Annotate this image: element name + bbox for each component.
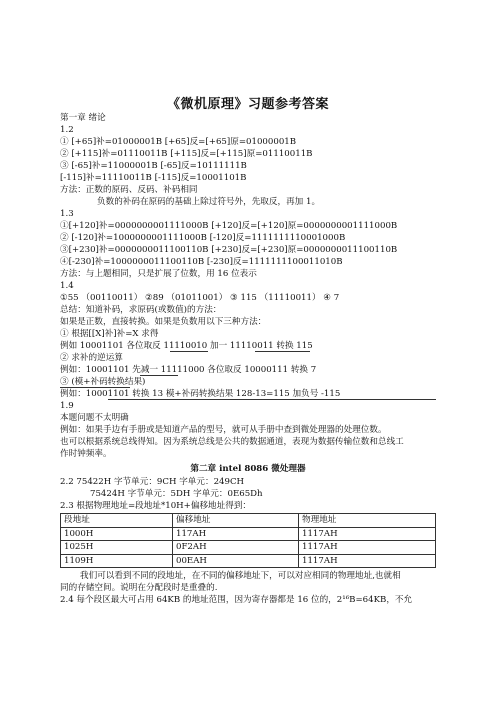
answer-1-9-line-2: 例如：如果手边有手册或是知道产品的型号，就可从手册中查到微处理器的处理位数。	[60, 425, 387, 435]
section-1-9: 1.9	[60, 401, 74, 411]
answer-1-2-line-1-text: ① [+65]补=01000001B [+65]反=[+65]原=01000001B	[60, 137, 297, 147]
answer-2-4-line-1: 2.4 每个段区最大可占用 64KB 的地址范围，因为寄存器都是 16 位的，2¹⁶B=64KB，不允	[60, 595, 413, 605]
answer-1-9-line-4: 作时钟频率。	[60, 449, 112, 459]
document-title: 《微机原理》习题参考答案	[166, 97, 329, 112]
arrow-line	[60, 387, 130, 388]
table-cell: 1025H	[61, 541, 173, 555]
arrow-line	[170, 351, 208, 352]
method-3: ③ (模+补码转换结果)	[60, 377, 146, 387]
answer-1-3-line-3: ③[+230]补=0000000011100110B [+230]反=[+230]原=0000000011100110B	[60, 245, 398, 255]
table-row	[61, 554, 436, 568]
table-cell: 1109H	[61, 554, 173, 568]
table-header-cell: 偏移地址	[173, 514, 299, 528]
answer-1-2-line-1	[60, 137, 296, 148]
table-row	[61, 541, 436, 555]
method-note-3: 方法：与上题相同，只是扩展了位数，用 16 位表示	[60, 269, 257, 279]
section-1-2: 1.2	[60, 125, 74, 135]
answer-1-2-line-4-text: [-115]补=11110011B [-115]反=10001101B	[60, 173, 247, 183]
address-table	[60, 513, 436, 568]
table-cell: 1117AH	[299, 527, 436, 541]
section-1-3: 1.3	[60, 209, 74, 219]
answer-2-3-intro: 2.3 根据物理地址=段地址*10H+偏移地址得到：	[60, 501, 252, 511]
table-cell: 0F2AH	[173, 541, 299, 555]
answer-1-3-line-2: ② [-120]补=1000000001111000B [-120]反=1111111110001000B	[60, 233, 346, 243]
answer-1-2-line-3-text: ③ [-65]补=11000001B [-65]反=10111111B	[60, 161, 247, 171]
arrow-line	[108, 399, 436, 400]
answer-1-3-line-4: ④[-230]补=1000000011100110B [-230]反=1111111100011010B	[60, 257, 343, 267]
answer-1-4-values: ①55 （00110011） ②89 （01011001） ③ 115 （11110011） ④ 7	[60, 293, 340, 303]
table-header-row	[61, 514, 436, 528]
method-3-example: 例如：10001101 转换 13 模+补码转换结果 128-13=115 加负号 -115	[60, 389, 341, 399]
table-header-cell: 段地址	[61, 514, 173, 528]
answer-2-2-line-2: 75424H 字节单元：5DH 字单元：0E65Dh	[90, 489, 263, 499]
section-1-4: 1.4	[60, 281, 74, 291]
answer-1-2-line-3	[60, 161, 247, 172]
answer-1-9-line-1: 本题问题不太明确	[60, 413, 129, 423]
answer-1-9-line-3: 也可以根据系统总线得知。因为系统总线是公共的数据通道，表现为数据传输位数和总线工	[60, 437, 404, 447]
answer-2-2-line-1: 2.2 75422H 字节单元：9CH 字单元：249CH	[60, 477, 245, 487]
chapter-1-heading: 第一章 绪论	[60, 113, 106, 123]
answer-1-3-line-1: ①[+120]补=0000000001111000B [+120]反=[+120]原=0000000001111000B	[60, 221, 398, 231]
summary-line: 总结：知道补码，求原码(或数值)的方法：	[60, 305, 222, 315]
table-cell: 1117AH	[299, 541, 436, 555]
method-2-example: 例如：10001101 先减一 11111000 各位取反 10000111 转换 7	[60, 365, 317, 375]
table-explanation-line-1: 我们可以看到不同的段地址，在不同的偏移地址下，可以对应相同的物理地址,也就相	[80, 571, 401, 581]
table-cell: 1000H	[61, 527, 173, 541]
table-cell: 00EAH	[173, 554, 299, 568]
chapter-2-heading: 第二章 intel 8086 微处理器	[190, 464, 306, 474]
method-1-example: 例如 10001101 各位取反 11110010 加一 11110011 转换 115	[60, 341, 313, 351]
arrow-line	[255, 351, 310, 352]
table-cell: 117AH	[173, 527, 299, 541]
method-note-2: 负数的补码在原码的基础上除过符号外，先取反，再加 1。	[97, 197, 321, 207]
method-note-1: 方法：正数的原码、反码、补码相同	[60, 185, 198, 195]
table-cell: 1117AH	[299, 554, 436, 568]
table-header-cell: 物理地址	[299, 514, 436, 528]
arrow-line	[140, 375, 178, 376]
table-explanation-line-2: 同的存储空间。说明在分配段时是重叠的.	[60, 583, 218, 593]
answer-1-2-line-2	[60, 149, 312, 160]
table-row	[61, 527, 436, 541]
method-1: ① 根据[[X]补]补=X 求得	[60, 329, 159, 339]
answer-1-2-line-4	[60, 173, 246, 184]
summary-methods-intro: 如果是正数，直接转换。如果是负数用以下三种方法：	[60, 317, 267, 327]
method-2: ② 求补的逆运算	[60, 353, 123, 363]
answer-1-2-line-2-text: ② [+115]补=01110011B [+115]反=[+115]原=01110011B	[60, 149, 313, 159]
